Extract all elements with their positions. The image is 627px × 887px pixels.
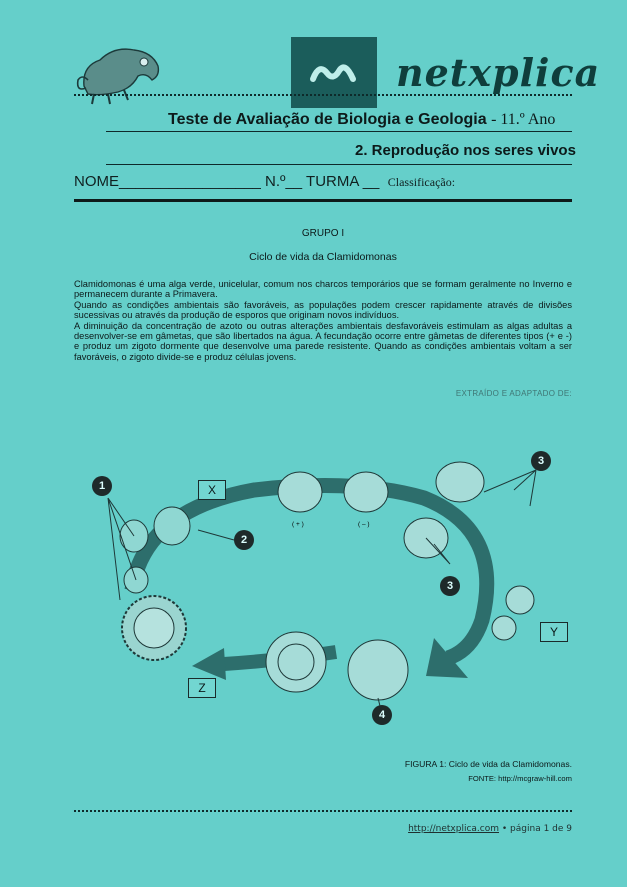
netxplica-logo-box <box>291 37 377 108</box>
brand-name: netxplica <box>396 50 601 95</box>
extracted-note: EXTRAÍDO E ADAPTADO DE: <box>455 389 572 398</box>
spore-cells <box>404 462 534 640</box>
zygote-cell <box>122 596 186 660</box>
student-form-line <box>74 173 455 190</box>
group-heading: GRUPO I <box>301 228 345 239</box>
lower-arrowhead <box>192 648 226 680</box>
paragraph: Clamidomonas é uma alga verde, unicelular, comum nos charcos temporários que se formam geralmente no Inverno e permanecem durante a Primavera. <box>74 279 572 300</box>
title-rule <box>106 131 572 132</box>
label-x: X <box>198 480 226 500</box>
school-year: - 11.º Ano <box>491 111 556 128</box>
label-z: Z <box>188 678 216 698</box>
number-4: 4 <box>372 705 392 725</box>
gamete-plus-label: ( + ) <box>292 521 304 528</box>
footer-link[interactable]: http://netxplica.com <box>408 824 499 834</box>
wave-logo-icon <box>291 37 377 108</box>
paragraph: Quando as condições ambientais são favoráveis, as populações podem crescer rapidamente através de divisões sucessivas ou através da produção de esporos que originam novos indivíduos. <box>74 299 572 321</box>
gamete-minus-label: ( – ) <box>358 521 370 528</box>
form-thick-rule <box>74 199 572 202</box>
classification-label: Classificação: <box>387 175 456 189</box>
number-3-middle: 3 <box>440 576 460 596</box>
page-number: • página 1 de 9 <box>501 824 572 834</box>
footer <box>300 824 572 834</box>
section-heading: Ciclo de vida da Clamidomonas <box>249 251 397 263</box>
unit-rule <box>106 164 572 165</box>
form-fields[interactable]: NOME_________________ N.º__ TURMA __ <box>74 173 380 190</box>
body-text <box>74 279 572 362</box>
number-3-top: 3 <box>531 451 551 471</box>
paragraph: A diminuição da concentração de azoto ou outras alterações ambientais desfavoráveis estimulam as algas adultas a desenvolver-se em gâmetas, que são libertados na água. A fecundação ocorre entre gâmetas de diferentes tipos (+ e -) e produz um zigoto dormente que desenvolve uma parede resistente. Quando as condições ambientais voltam a ser favoráveis, o zigoto divide-se e produz células jovens. <box>74 320 572 362</box>
footer-dotted-rule <box>74 810 572 812</box>
figure-caption: FIGURA 1: Ciclo de vida da Clamidomonas. <box>404 759 572 769</box>
test-title: Teste de Avaliação de Biologia e Geologia - 11.º Ano <box>168 111 556 128</box>
unit-title: 2. Reprodução nos seres vivos <box>355 142 576 159</box>
number-2: 2 <box>234 530 254 550</box>
dividing-cell <box>266 632 408 700</box>
label-y: Y <box>540 622 568 642</box>
number-1: 1 <box>92 476 112 496</box>
figure-source: FONTE: http://mcgraw-hill.com <box>468 774 572 783</box>
header-dotted-rule <box>74 94 572 96</box>
life-cycle-figure <box>74 440 572 740</box>
